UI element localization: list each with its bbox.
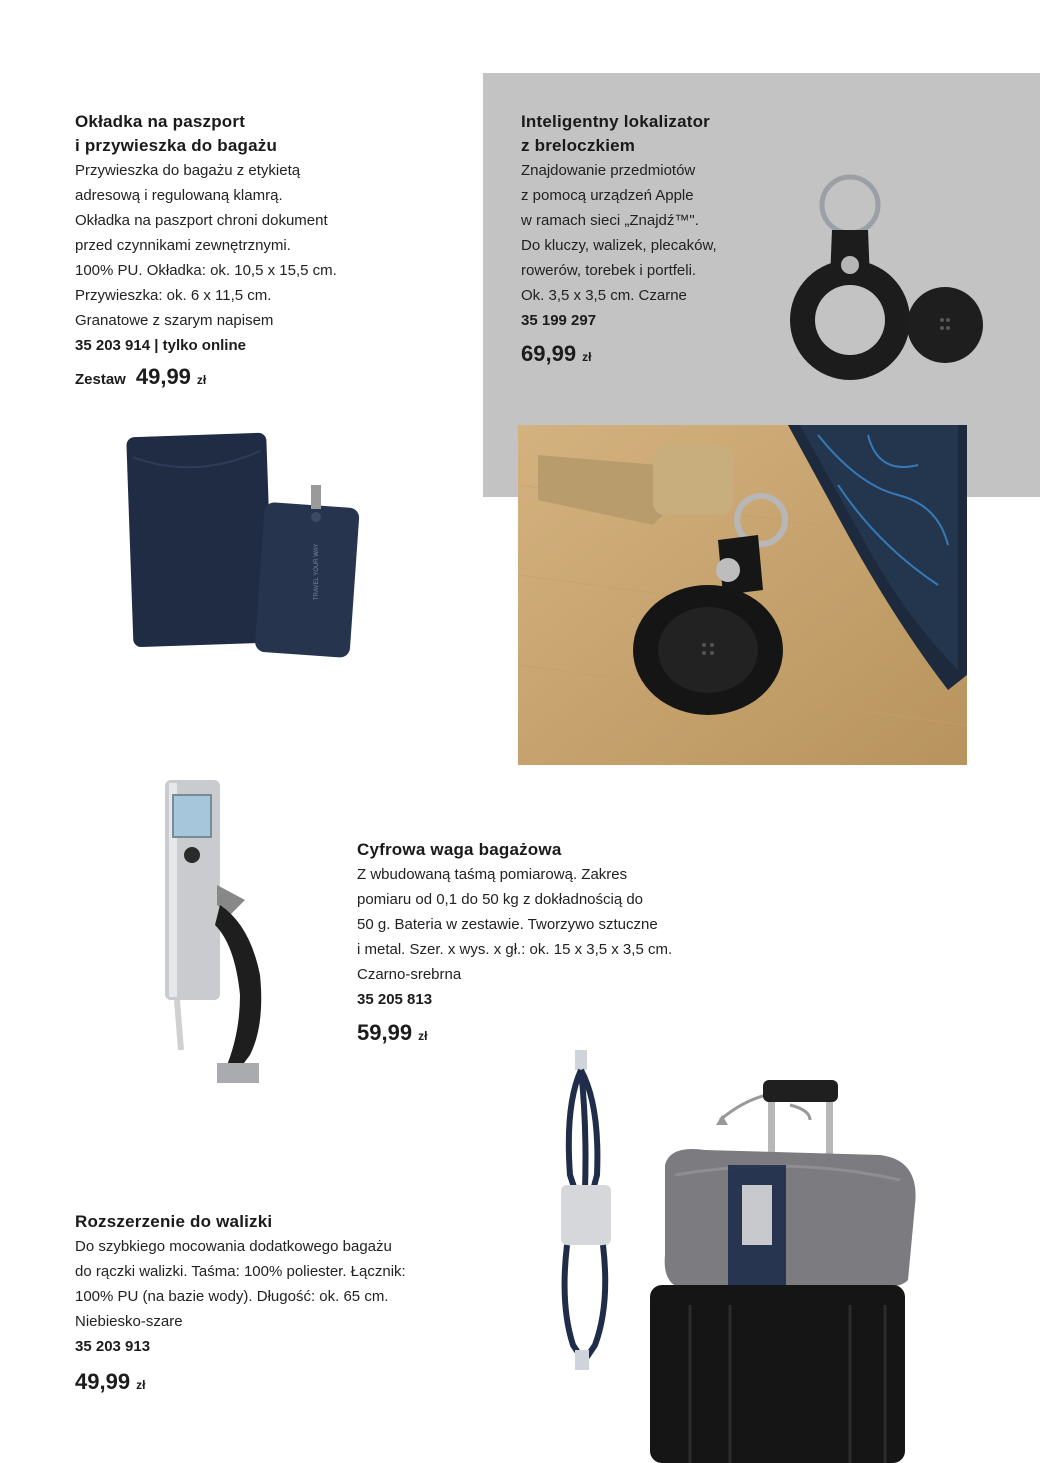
price-value: 59,99: [357, 1020, 413, 1045]
strap-product-image: [545, 1045, 635, 1375]
product-title: [75, 1210, 495, 1234]
product-code: 35 203 913: [75, 1338, 151, 1355]
product-code: 35 203 914 | tylko online: [75, 337, 246, 354]
product-code: 35 199 297: [521, 312, 597, 329]
desc-line: Znajdowanie przedmiotów: [521, 162, 696, 179]
desc-line: 100% PU. Okładka: ok. 10,5 x 15,5 cm.: [75, 262, 337, 279]
title-line: Rozszerzenie do walizki: [75, 1212, 273, 1231]
passport-cover-image: [118, 425, 388, 685]
price-currency: zł: [136, 1378, 146, 1392]
desc-line: Niebiesko-szare: [75, 1313, 183, 1330]
desc-line: Przywieszka: ok. 6 x 11,5 cm.: [75, 287, 272, 304]
product-tracker: [521, 110, 781, 367]
desc-line: rowerów, torebek i portfeli.: [521, 262, 697, 279]
product-title: [357, 838, 757, 862]
product-code: 35 205 813: [357, 991, 433, 1008]
desc-line: adresową i regulowaną klamrą.: [75, 187, 283, 204]
product-suitcase-extender: [75, 1210, 495, 1395]
desc-line: Ok. 3,5 x 3,5 cm. Czarne: [521, 287, 687, 304]
price-currency: zł: [196, 373, 207, 387]
desc-line: Okładka na paszport chroni dokument: [75, 212, 328, 229]
desc-line: w ramach sieci „Znajdź™".: [521, 212, 699, 229]
desc-line: Do kluczy, walizek, plecaków,: [521, 237, 717, 254]
desc-line: Przywieszka do bagażu z etykietą: [75, 162, 301, 179]
desc-line: Czarno-srebrna: [357, 966, 462, 983]
product-description: [521, 158, 781, 308]
title-line: z breloczkiem: [521, 136, 636, 155]
product-description: [75, 1234, 495, 1334]
product-description: [75, 158, 435, 333]
product-price: [75, 1369, 495, 1395]
product-price: [357, 1020, 757, 1046]
price-value: 49,99: [135, 364, 191, 389]
price-currency: zł: [582, 350, 592, 364]
price-label: Zestaw: [75, 371, 126, 388]
product-title: [75, 110, 435, 158]
desc-line: Z wbudowaną taśmą pomiarową. Zakres: [357, 866, 628, 883]
luggage-scale-image: [155, 775, 285, 1100]
title-line: Okładka na paszport: [75, 112, 246, 131]
title-line: Inteligentny lokalizator: [521, 112, 710, 131]
price-currency: zł: [418, 1029, 428, 1043]
svg-text:TRAVEL YOUR WAY: TRAVEL YOUR WAY: [314, 543, 320, 600]
product-description: [357, 862, 757, 987]
tracker-product-image: [780, 170, 1005, 390]
strap-lifestyle-image: [650, 1075, 935, 1463]
tracker-lifestyle-image: [518, 425, 967, 765]
product-luggage-scale: [357, 838, 757, 1046]
title-line: Cyfrowa waga bagażowa: [357, 840, 562, 859]
desc-line: przed czynnikami zewnętrznymi.: [75, 237, 291, 254]
desc-line: do rączki walizki. Taśma: 100% poliester. Łącznik:: [75, 1263, 406, 1280]
product-passport-cover: [75, 110, 435, 390]
title-line: i przywieszka do bagażu: [75, 136, 278, 155]
desc-line: 50 g. Bateria w zestawie. Tworzywo sztuczne: [357, 916, 658, 933]
product-price: [75, 364, 435, 390]
product-title: [521, 110, 781, 158]
price-value: 49,99: [75, 1369, 131, 1394]
desc-line: 100% PU (na bazie wody). Długość: ok. 65 cm.: [75, 1288, 389, 1305]
desc-line: pomiaru od 0,1 do 50 kg z dokładnością do: [357, 891, 644, 908]
product-price: [521, 341, 781, 367]
desc-line: z pomocą urządzeń Apple: [521, 187, 694, 204]
price-value: 69,99: [521, 341, 577, 366]
desc-line: Do szybkiego mocowania dodatkowego bagażu: [75, 1238, 392, 1255]
desc-line: i metal. Szer. x wys. x gł.: ok. 15 x 3,5 x 3,5 cm.: [357, 941, 673, 958]
desc-line: Granatowe z szarym napisem: [75, 312, 274, 329]
